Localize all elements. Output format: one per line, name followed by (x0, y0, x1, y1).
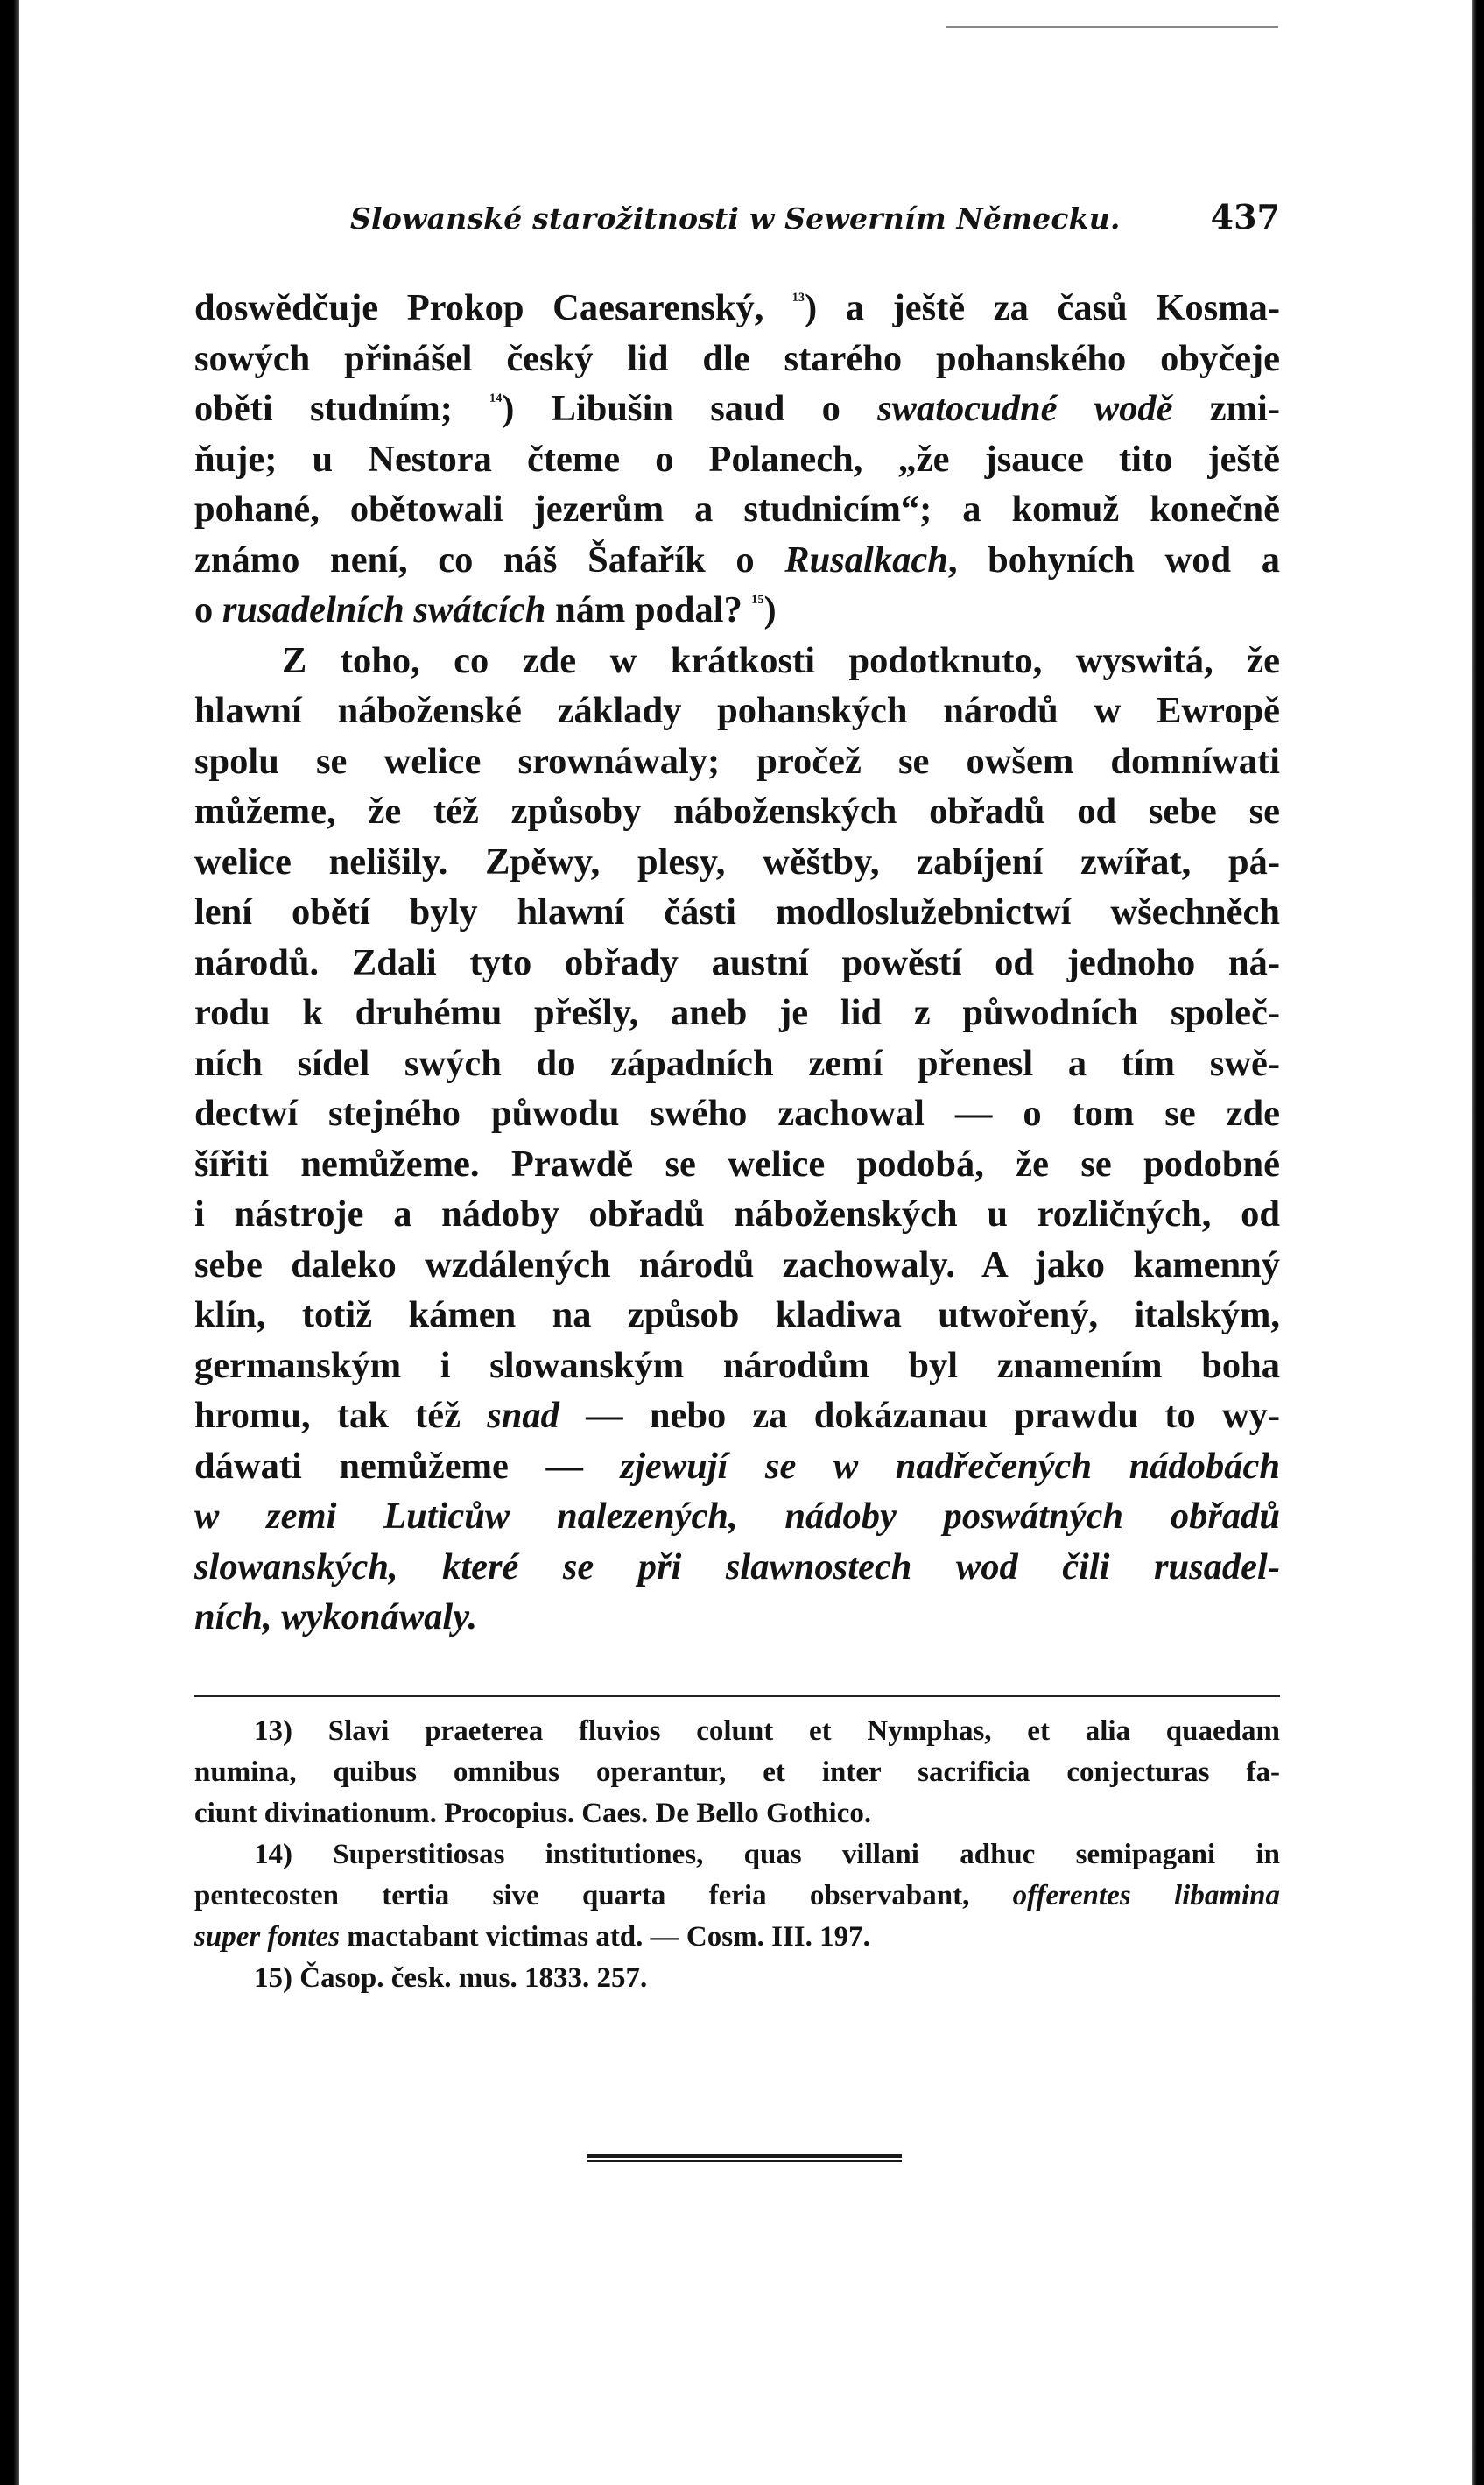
text-line: dáwati nemůžeme — zjewují se w nadřečených nádobách (194, 1445, 1281, 1487)
text-line: klín, totiž kámen na způsob kladiwa utwořený, italským, (194, 1294, 1280, 1335)
footnotes (194, 1711, 1280, 1999)
text-line: hromu, tak též snad — nebo za dokázanau prawdu to wy- (194, 1395, 1280, 1436)
body-text (194, 283, 1280, 1643)
scan-edge-left (0, 0, 19, 2485)
text-line: ních sídel swých do západních zemí přenesl a tím swě- (194, 1042, 1280, 1084)
text-line: germanským i slowanským národům byl znamením boha (194, 1344, 1280, 1386)
footnote-14: 14) Superstitiosas institutiones, quas villani adhuc semipagani in (254, 1838, 1280, 1870)
page-header (194, 197, 1280, 258)
text-line: šířiti nemůžeme. Prawdě se welice podobá, že se podobné (194, 1143, 1280, 1185)
text-line: hlawní náboženské základy pohanských národů w Ewropě (194, 690, 1280, 731)
scan-edge-right (1472, 0, 1484, 2485)
text-line: ních, wykonáwaly. (194, 1596, 478, 1637)
text-line: i nástroje a nádoby obřadů náboženských u rozličných, od (194, 1193, 1280, 1235)
footnote-line: ciunt divinationum. Procopius. Caes. De Bello Gothico. (194, 1797, 872, 1829)
text-line: slowanských, které se při slawnostech wod čili rusadel- (194, 1545, 1280, 1587)
text-line: dectwí stejného půwodu swého zachowal — o tom se zde (194, 1093, 1280, 1134)
text-line: sebe daleko wzdálených národů zachowaly. A jako kamenný (194, 1243, 1280, 1285)
scan-mark (946, 26, 1278, 28)
footnote-rule (194, 1695, 1280, 1697)
text-line: spolu se welice srownáwaly; pročež se owšem domníwati (194, 740, 1280, 782)
footnote-ref-13[interactable]: ¹³ (791, 288, 805, 312)
text-line: doswědčuje Prokop Caesarenský, $^{^{13}}$) a ještě za časů Kosma- (194, 287, 1280, 328)
text-line: o rusadelních swátcích nám podal? $^{^{15}}$) (194, 589, 777, 630)
page-number: 437 (1210, 197, 1280, 236)
text-line: w zemi Luticůw nalezených, nádoby poswátných obřadů (194, 1496, 1280, 1537)
text-line: národů. Zdali tyto obřady austní powěstí od jednoho ná- (194, 941, 1280, 983)
text-line: sowých přinášel český lid dle starého pohanského obyčeje (194, 337, 1280, 379)
end-ornament-rule (587, 2154, 902, 2162)
text-line: rodu k druhému přešly, aneb je lid z půwodních společ- (194, 992, 1280, 1033)
footnote-ref-14[interactable]: ¹⁴ (489, 389, 503, 412)
footnote-line: numina, quibus omnibus operantur, et inter sacrificia conjecturas fa- (194, 1756, 1280, 1788)
footnote-ref-15[interactable]: ¹⁵ (751, 590, 764, 614)
running-head: Slowanské starožitnosti w Sewerním Německu. (350, 201, 1121, 236)
text-line: ňuje; u Nestora čteme o Polanech, „že jsauce tito ještě (194, 438, 1280, 480)
text-line: pohané, obětowali jezerům a studnicím“; a komuž konečně (194, 489, 1280, 530)
text-line: Z toho, co zde w krátkosti podotknuto, wyswitá, že (282, 639, 1280, 681)
text-line: známo není, co náš Šafařík o Rusalkach, bohyních wod a (194, 539, 1281, 581)
text-line: můžeme, že též způsoby náboženských obřadů od sebe se (194, 791, 1280, 832)
text-line: lení obětí byly hlawní části modloslužebnictwí wšechněch (194, 891, 1280, 933)
footnote-13: 13) Slavi praeterea fluvios colunt et Nymphas, et alia quaedam (254, 1714, 1280, 1747)
page (194, 197, 1280, 1999)
footnote-15: 15) Časop. česk. mus. 1833. 257. (254, 1961, 648, 1994)
footnote-line: pentecosten tertia sive quarta feria observabant, offerentes libamina (194, 1879, 1281, 1911)
text-line: welice nelišily. Zpěwy, plesy, wěštby, zabíjení zwířat, pá- (194, 841, 1280, 883)
text-line: oběti studním; $^{^{14}}$) Libušin saud o swatocudné wodě zmi- (194, 388, 1280, 429)
footnote-line: super fontes mactabant victimas atd. — Cosm. III. 197. (194, 1920, 870, 1953)
